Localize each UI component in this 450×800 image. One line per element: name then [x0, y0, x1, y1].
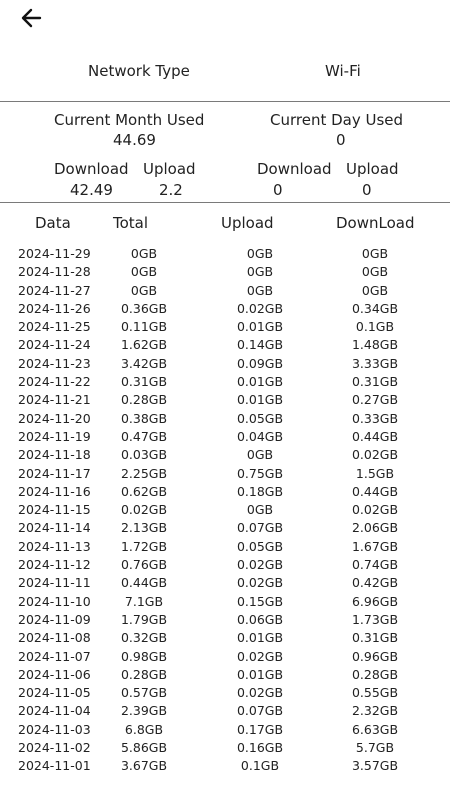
row-download: 1.48GB	[351, 337, 399, 353]
table-row	[0, 447, 450, 465]
row-download: 0.1GB	[355, 319, 395, 335]
row-upload: 0.05GB	[236, 410, 284, 426]
row-date: 2024-11-01	[18, 758, 91, 774]
row-upload: 0GB	[246, 246, 274, 261]
current-day-value: 0	[336, 131, 346, 149]
row-download: 0.02GB	[351, 447, 399, 463]
row-date: 2024-11-26	[18, 300, 91, 316]
table-row	[0, 575, 450, 593]
row-date: 2024-11-02	[18, 740, 91, 756]
row-download: 0.02GB	[351, 502, 399, 518]
row-upload: 0.04GB	[236, 428, 284, 444]
row-download: 0.33GB	[351, 410, 399, 426]
row-download: 0.74GB	[351, 557, 399, 573]
row-download: 2.32GB	[351, 703, 399, 719]
row-total: 3.42GB	[120, 355, 168, 371]
row-date: 2024-11-13	[18, 538, 91, 554]
row-total: 0.44GB	[120, 575, 168, 591]
table-row	[0, 594, 450, 612]
table-row	[0, 649, 450, 667]
row-total: 0.02GB	[120, 502, 168, 518]
table-row	[0, 484, 450, 502]
row-total: 0.31GB	[120, 374, 168, 390]
row-date: 2024-11-12	[18, 557, 91, 573]
network-type-value: Wi-Fi	[325, 62, 361, 80]
network-type-row	[0, 62, 450, 86]
row-download: 0.31GB	[351, 374, 399, 390]
row-date: 2024-11-03	[18, 721, 91, 737]
table-row	[0, 612, 450, 630]
table-row	[0, 466, 450, 484]
row-upload: 0.16GB	[236, 740, 284, 756]
table-row	[0, 685, 450, 703]
month-download-value: 42.49	[70, 181, 113, 199]
header-total: Total	[113, 214, 149, 232]
header-upload: Upload	[221, 214, 274, 232]
month-upload-value: 2.2	[159, 181, 183, 199]
row-date: 2024-11-06	[18, 666, 91, 682]
table-row	[0, 319, 450, 337]
row-upload: 0.15GB	[236, 593, 284, 609]
network-type-label: Network Type	[88, 62, 190, 80]
table-row	[0, 703, 450, 721]
day-download-value: 0	[273, 181, 283, 199]
row-download: 0GB	[361, 264, 389, 280]
table-row	[0, 283, 450, 301]
row-upload: 0.02GB	[236, 648, 284, 664]
row-date: 2024-11-25	[18, 319, 91, 335]
row-download: 0.28GB	[351, 666, 399, 682]
row-date: 2024-11-22	[18, 374, 91, 390]
table-row	[0, 337, 450, 355]
row-total: 5.86GB	[120, 740, 168, 756]
back-arrow-icon[interactable]	[18, 4, 46, 32]
row-total: 0.03GB	[120, 447, 168, 463]
table-row	[0, 264, 450, 282]
row-upload: 0.09GB	[236, 355, 284, 371]
row-download: 1.73GB	[351, 611, 399, 627]
row-upload: 0.07GB	[236, 520, 284, 536]
row-total: 0.62GB	[120, 483, 168, 499]
row-date: 2024-11-11	[18, 575, 91, 591]
day-upload-label: Upload	[346, 160, 399, 178]
table-row	[0, 722, 450, 740]
row-upload: 0.01GB	[236, 319, 284, 335]
row-date: 2024-11-24	[18, 337, 91, 353]
row-date: 2024-11-05	[18, 685, 91, 701]
row-download: 6.63GB	[351, 721, 399, 737]
row-download: 0GB	[361, 246, 389, 261]
row-total: 2.25GB	[120, 465, 168, 481]
row-total: 0.28GB	[120, 666, 168, 682]
row-download: 0.96GB	[351, 648, 399, 664]
row-upload: 0.01GB	[236, 374, 284, 390]
row-date: 2024-11-16	[18, 483, 91, 499]
table-row	[0, 740, 450, 758]
row-upload: 0.06GB	[236, 611, 284, 627]
row-date: 2024-11-19	[18, 428, 91, 444]
row-download: 6.96GB	[351, 593, 399, 609]
divider-top	[0, 101, 450, 102]
row-total: 1.62GB	[120, 337, 168, 353]
table-row	[0, 246, 450, 264]
row-upload: 0.02GB	[236, 685, 284, 701]
row-upload: 0.02GB	[236, 575, 284, 591]
header-download: DownLoad	[336, 214, 415, 232]
row-download: 0.44GB	[351, 428, 399, 444]
table-row	[0, 630, 450, 648]
current-month-value: 44.69	[113, 131, 156, 149]
row-upload: 0.02GB	[236, 300, 284, 316]
row-total: 7.1GB	[124, 593, 164, 609]
row-date: 2024-11-28	[18, 264, 91, 280]
row-date: 2024-11-27	[18, 282, 91, 298]
row-total: 0GB	[130, 282, 158, 298]
row-total: 0GB	[130, 246, 158, 261]
row-download: 0.42GB	[351, 575, 399, 591]
table-row	[0, 356, 450, 374]
current-month-label: Current Month Used	[54, 111, 205, 129]
table-row	[0, 667, 450, 685]
row-total: 0GB	[130, 264, 158, 280]
row-upload: 0.02GB	[236, 557, 284, 573]
row-total: 2.13GB	[120, 520, 168, 536]
row-date: 2024-11-10	[18, 593, 91, 609]
row-upload: 0GB	[246, 264, 274, 280]
row-total: 0.47GB	[120, 428, 168, 444]
table-row	[0, 758, 450, 776]
month-download-label: Download	[54, 160, 129, 178]
row-total: 0.38GB	[120, 410, 168, 426]
row-upload: 0.14GB	[236, 337, 284, 353]
row-total: 0.98GB	[120, 648, 168, 664]
current-day-label: Current Day Used	[270, 111, 404, 129]
row-upload: 0GB	[246, 282, 274, 298]
row-upload: 0GB	[246, 447, 274, 463]
row-download: 1.5GB	[355, 465, 395, 481]
row-total: 6.8GB	[124, 721, 164, 737]
table-row	[0, 301, 450, 319]
table-row	[0, 411, 450, 429]
row-download: 0GB	[361, 282, 389, 298]
day-download-label: Download	[257, 160, 332, 178]
row-download: 0.31GB	[351, 630, 399, 646]
row-date: 2024-11-18	[18, 447, 91, 463]
header-date: Data	[35, 214, 71, 232]
row-total: 1.79GB	[120, 611, 168, 627]
divider-bottom	[0, 202, 450, 203]
row-date: 2024-11-17	[18, 465, 91, 481]
row-date: 2024-11-14	[18, 520, 91, 536]
day-upload-value: 0	[362, 181, 372, 199]
table-row	[0, 429, 450, 447]
row-date: 2024-11-29	[18, 246, 91, 261]
row-download: 0.44GB	[351, 483, 399, 499]
row-upload: 0.17GB	[236, 721, 284, 737]
row-download: 5.7GB	[355, 740, 395, 756]
row-upload: 0.75GB	[236, 465, 284, 481]
row-upload: 0.01GB	[236, 392, 284, 408]
row-download: 0.27GB	[351, 392, 399, 408]
row-upload: 0.18GB	[236, 483, 284, 499]
month-upload-label: Upload	[143, 160, 196, 178]
table-row	[0, 392, 450, 410]
row-date: 2024-11-20	[18, 410, 91, 426]
usage-table	[0, 246, 450, 777]
row-date: 2024-11-04	[18, 703, 91, 719]
row-upload: 0.05GB	[236, 538, 284, 554]
row-download: 0.34GB	[351, 300, 399, 316]
row-date: 2024-11-21	[18, 392, 91, 408]
row-total: 0.32GB	[120, 630, 168, 646]
table-row	[0, 520, 450, 538]
row-download: 3.57GB	[351, 758, 399, 774]
row-date: 2024-11-23	[18, 355, 91, 371]
row-date: 2024-11-15	[18, 502, 91, 518]
row-download: 1.67GB	[351, 538, 399, 554]
row-upload: 0GB	[246, 502, 274, 518]
row-total: 1.72GB	[120, 538, 168, 554]
row-total: 0.57GB	[120, 685, 168, 701]
row-total: 0.11GB	[120, 319, 168, 335]
row-total: 0.36GB	[120, 300, 168, 316]
row-upload: 0.01GB	[236, 630, 284, 646]
row-upload: 0.1GB	[240, 758, 280, 774]
row-date: 2024-11-07	[18, 648, 91, 664]
table-row	[0, 557, 450, 575]
row-download: 2.06GB	[351, 520, 399, 536]
table-row	[0, 539, 450, 557]
row-date: 2024-11-09	[18, 611, 91, 627]
row-upload: 0.01GB	[236, 666, 284, 682]
row-total: 0.28GB	[120, 392, 168, 408]
row-total: 0.76GB	[120, 557, 168, 573]
row-total: 2.39GB	[120, 703, 168, 719]
row-upload: 0.07GB	[236, 703, 284, 719]
row-download: 3.33GB	[351, 355, 399, 371]
row-date: 2024-11-08	[18, 630, 91, 646]
table-row	[0, 374, 450, 392]
row-total: 3.67GB	[120, 758, 168, 774]
table-row	[0, 502, 450, 520]
row-download: 0.55GB	[351, 685, 399, 701]
